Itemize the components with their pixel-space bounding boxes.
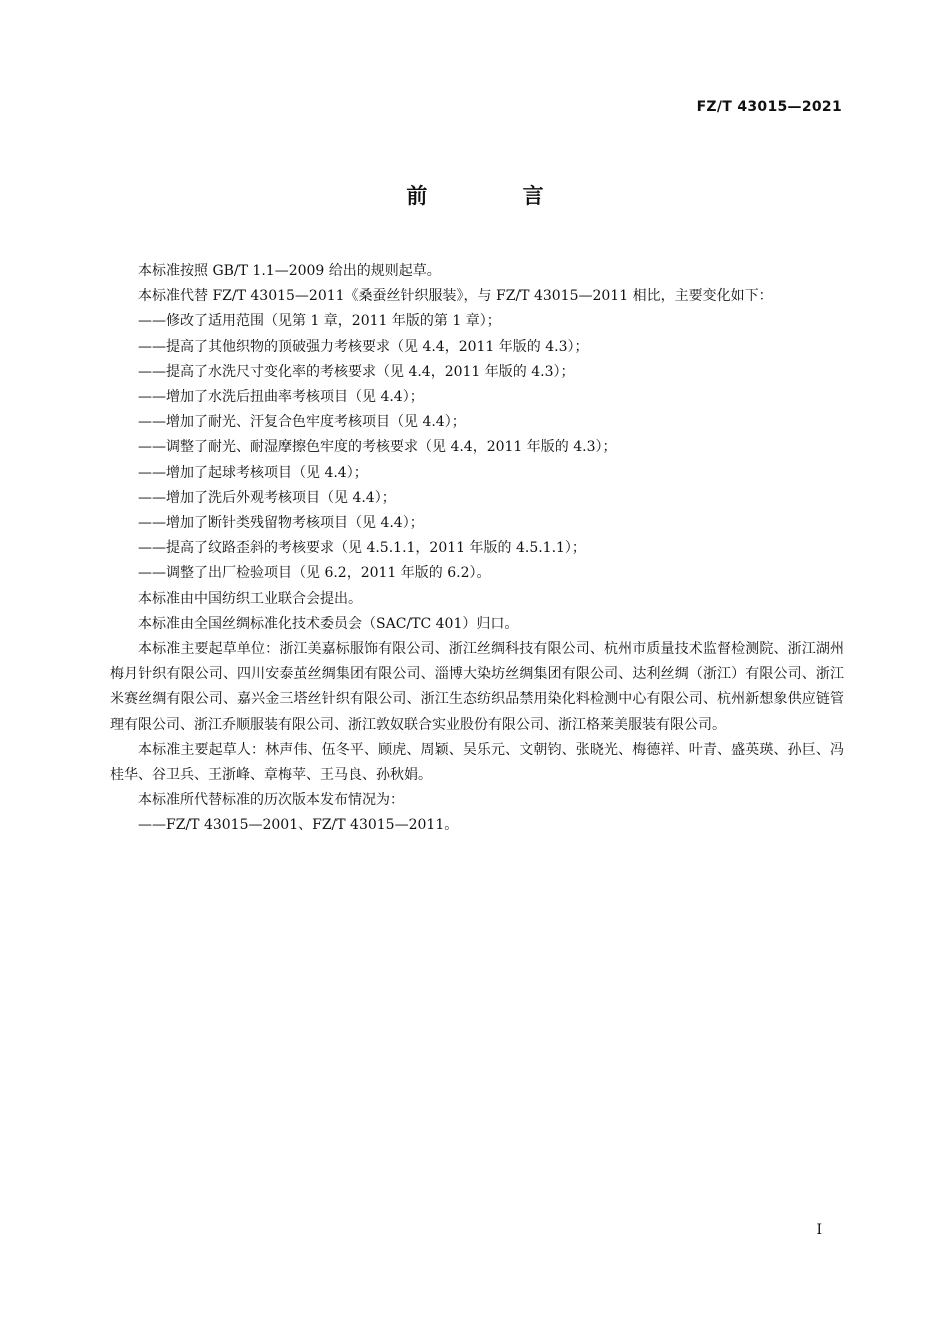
change-item: ——增加了水洗后扭曲率考核项目（见 4.4）； bbox=[138, 389, 424, 406]
change-item: ——增加了起球考核项目（见 4.4）； bbox=[138, 464, 368, 481]
change-item: ——调整了耐光、耐湿摩擦色牢度的考核要求（见 4.4，2011 年版的 4.3）； bbox=[138, 439, 617, 456]
change-item: ——增加了洗后外观考核项目（见 4.4）； bbox=[138, 489, 396, 506]
paragraph-replacement: 本标准代替 FZ/T 43015—2011《桑蚕丝针织服装》，与 FZ/T 43015—2011 相比，主要变化如下： bbox=[138, 288, 773, 305]
change-item: ——提高了其他织物的顶破强力考核要求（见 4.4，2011 年版的 4.3）； bbox=[138, 338, 589, 355]
paragraph-drafting-units: 本标准主要起草单位：浙江美嘉标服饰有限公司、浙江丝绸科技有限公司、杭州市质量技术监督检测院、浙江湖州梅月针织有限公司、四川安泰茧丝绸集团有限公司、淄博大染坊丝绸集团有限公司、达利丝绸（浙江）有限公司、浙江米赛丝绸有限公司、嘉兴金三塔丝针织有限公司、浙江生态纺织品禁用染化料检测中心有限公司、杭州新想象供应链管理有限公司、浙江乔顺服装有限公司、浙江敦奴联合实业股份有限公司、浙江格莱美服装有限公司。 bbox=[110, 641, 844, 733]
foreword-body bbox=[110, 259, 844, 839]
change-item: ——提高了纹路歪斜的考核要求（见 4.5.1.1，2011 年版的 4.5.1.1）； bbox=[138, 540, 586, 557]
paragraph-proposer: 本标准由中国纺织工业联合会提出。 bbox=[138, 590, 362, 607]
paragraph-drafting-rules: 本标准按照 GB/T 1.1—2009 给出的规则起草。 bbox=[138, 263, 441, 279]
page-title: 前 言 bbox=[406, 184, 588, 208]
paragraph-history-item: ——FZ/T 43015—2001、FZ/T 43015—2011。 bbox=[138, 817, 459, 834]
paragraph-drafters: 本标准主要起草人：林声伟、伍冬平、顾虎、周颖、吴乐元、文朝钧、张晓光、梅德祥、叶青、盛英瑛、孙巨、冯桂华、谷卫兵、王浙峰、章梅苹、王马良、孙秋娟。 bbox=[110, 741, 844, 784]
document-number: FZ/T 43015—2021 bbox=[696, 99, 842, 115]
change-item: ——调整了出厂检验项目（见 6.2，2011 年版的 6.2）。 bbox=[138, 565, 491, 582]
page-number: I bbox=[816, 1222, 822, 1238]
change-item: ——增加了断针类残留物考核项目（见 4.4）； bbox=[138, 515, 424, 532]
change-item: ——增加了耐光、汗复合色牢度考核项目（见 4.4）； bbox=[138, 414, 466, 431]
paragraph-history-intro: 本标准所代替标准的历次版本发布情况为： bbox=[138, 792, 404, 809]
paragraph-committee: 本标准由全国丝绸标准化技术委员会（SAC/TC 401）归口。 bbox=[138, 615, 519, 632]
change-item: ——修改了适用范围（见第 1 章，2011 年版的第 1 章）； bbox=[138, 313, 501, 330]
change-item: ——提高了水洗尺寸变化率的考核要求（见 4.4，2011 年版的 4.3）； bbox=[138, 363, 575, 380]
